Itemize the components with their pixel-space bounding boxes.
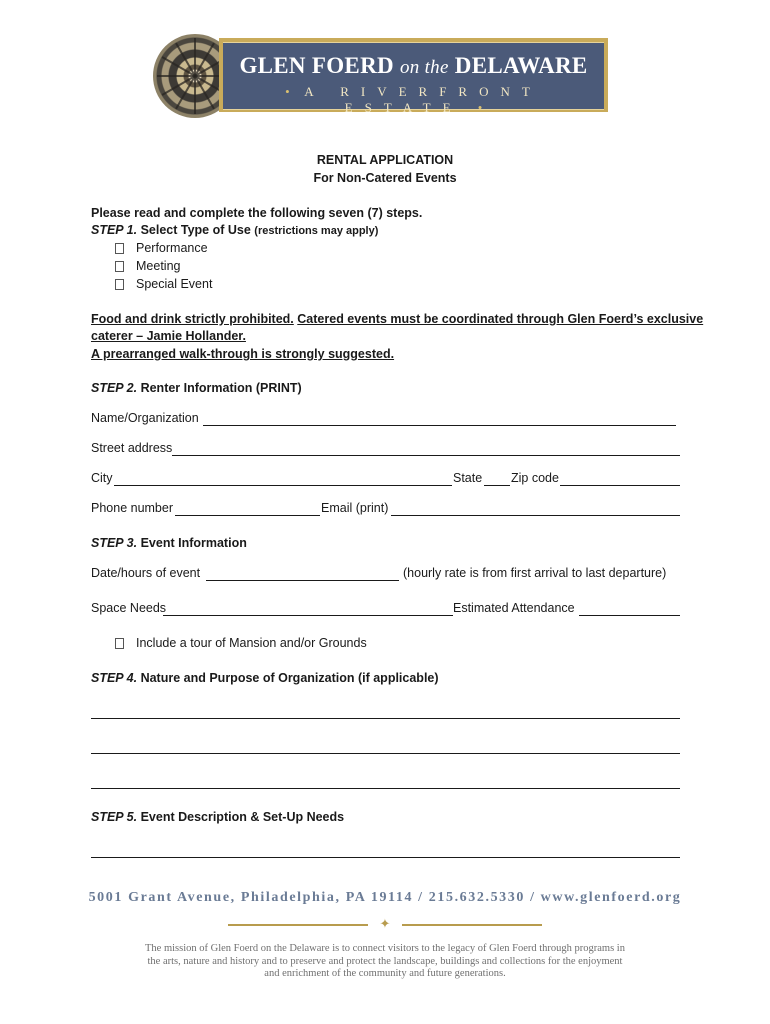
street-address-field[interactable] (172, 455, 680, 456)
notice-line-3: A prearranged walk-through is strongly suggested. (91, 347, 395, 361)
notice-line-1: Food and drink strictly prohibited. Catered events must be coordinated through Glen Foerd’s exclusive (91, 312, 704, 326)
step5-answer-line-1[interactable] (91, 857, 680, 858)
logo-subtitle: • A RIVERFRONT ESTATE • (285, 84, 542, 115)
email-field[interactable] (391, 515, 680, 516)
step4-answer-line-1[interactable] (91, 718, 680, 719)
name-organization-label: Name/Organization (91, 411, 199, 425)
tour-option-label: Include a tour of Mansion and/or Grounds (136, 636, 367, 650)
name-organization-field[interactable] (203, 425, 676, 426)
estimated-attendance-label: Estimated Attendance (453, 601, 575, 615)
step3-heading: STEP 3. Event Information (91, 536, 247, 550)
state-label: State (453, 471, 483, 485)
step2-heading: STEP 2. Renter Information (PRINT) (91, 381, 302, 395)
email-label: Email (print) (321, 501, 389, 515)
date-hours-field[interactable] (206, 580, 399, 581)
mission-statement: The mission of Glen Foerd on the Delaware is to connect visitors to the legacy of Glen Foerd through programs in the arts, nature and history and to preserve and protect the landscape, buildings and collections for the enjoyment and enrichment of the community and future generations. (145, 943, 625, 979)
hourly-rate-note: (hourly rate is from first arrival to last departure) (403, 566, 667, 580)
document-subtitle: For Non-Catered Events (313, 171, 457, 185)
date-hours-label: Date/hours of event (91, 566, 201, 580)
notice-line-2: caterer – Jamie Hollander. (91, 329, 246, 343)
phone-number-field[interactable] (175, 515, 320, 516)
step4-answer-line-2[interactable] (91, 753, 680, 754)
step4-answer-line-3[interactable] (91, 788, 680, 789)
option-special-event-label: Special Event (136, 277, 213, 291)
street-address-label: Street address (91, 441, 173, 455)
document-title: RENTAL APPLICATION (316, 153, 454, 167)
option-meeting-label: Meeting (136, 259, 181, 273)
checkbox-tour[interactable] (115, 638, 124, 649)
checkbox-special-event[interactable] (115, 279, 124, 290)
step5-heading: STEP 5. Event Description & Set-Up Needs (91, 810, 345, 824)
ornament-star-icon: ✦ (379, 917, 391, 932)
option-performance-label: Performance (136, 241, 208, 255)
footer-ornament-divider (228, 918, 542, 932)
space-needs-label: Space Needs (91, 601, 167, 615)
logo-banner (223, 42, 604, 115)
checkbox-performance[interactable] (115, 243, 124, 254)
step1-heading: STEP 1. Select Type of Use (restrictions may apply) (91, 223, 379, 237)
space-needs-field[interactable] (163, 615, 453, 616)
city-field[interactable] (114, 485, 452, 486)
zip-code-field[interactable] (560, 485, 680, 486)
zip-code-label: Zip code (511, 471, 559, 485)
state-field[interactable] (484, 485, 510, 486)
checkbox-meeting[interactable] (115, 261, 124, 272)
intro-text: Please read and complete the following seven (7) steps. (91, 206, 423, 220)
logo-title: GLEN FOERD on the DELAWARE (239, 53, 588, 78)
city-label: City (91, 471, 113, 485)
step4-heading: STEP 4. Nature and Purpose of Organization (if applicable) (91, 671, 439, 685)
estimated-attendance-field[interactable] (579, 615, 680, 616)
footer-address: 5001 Grant Avenue, Philadelphia, PA 19114 / 215.632.5330 / www.glenfoerd.org (88, 890, 682, 905)
phone-number-label: Phone number (91, 501, 174, 515)
